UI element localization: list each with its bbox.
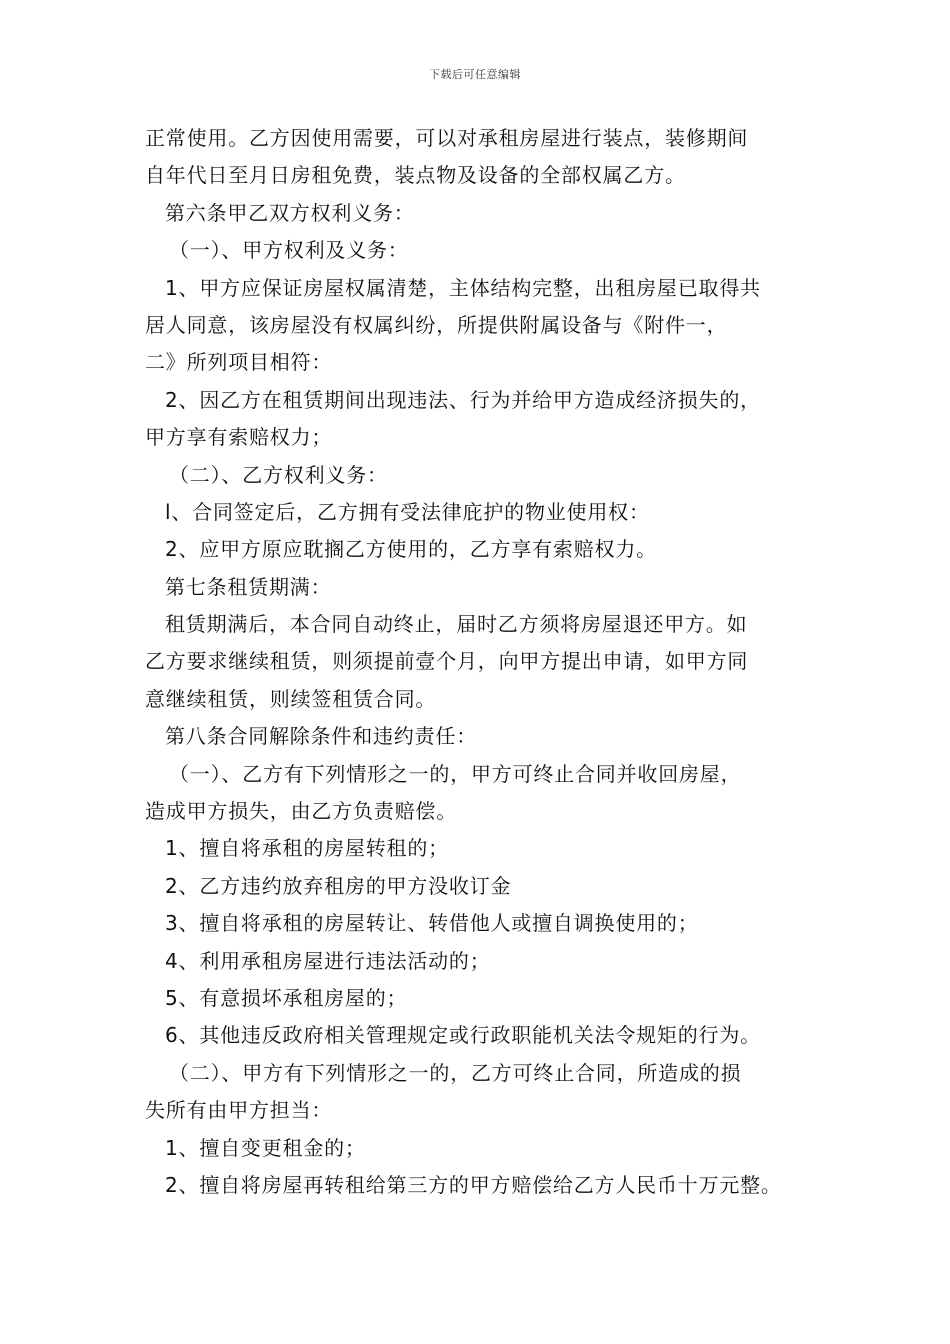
document-body [145,120,825,1204]
body-line: 造成甲方损失，由乙方负责赔偿。 [145,799,457,824]
clause-item: 1、甲方应保证房屋权属清楚，主体结构完整，出租房屋已取得共 [165,275,761,300]
section-heading: （一）、甲方权利及义务： [169,238,409,263]
clause-item: 2、因乙方在租赁期间出现违法、行为并给甲方造成经济损失的， [165,387,761,412]
clause-item: 1、擅自变更租金的； [165,1135,366,1160]
body-line: 租赁期满后，本合同自动终止，届时乙方须将房屋退还甲方。如 [165,612,748,637]
section-heading: （一）、乙方有下列情形之一的，甲方可终止合同并收回房屋， [169,761,742,786]
clause-item: 6、其他违反政府相关管理规定或行政职能机关法令规矩的行为。 [165,1023,761,1048]
article-heading: 第六条甲乙双方权利义务： [165,200,415,225]
clause-item: 2、应甲方原应耽搁乙方使用的，乙方享有索赔权力。 [165,537,657,562]
body-line: 正常使用。乙方因使用需要，可以对承租房屋进行装点，装修期间 [145,126,749,150]
clause-item: 5、有意损坏承租房屋的； [165,985,408,1010]
article-heading: 第七条租赁期满： [165,574,332,599]
clause-item: 2、乙方违约放弃租房的甲方没收订金 [165,873,512,898]
body-line: 乙方要求继续租赁，则须提前壹个月，向甲方提出申请，如甲方同 [145,649,749,674]
clause-item: 2、擅自将房屋再转租给第三方的甲方赔偿给乙方人民币十万元整。 [165,1172,782,1197]
body-line: 失所有由甲方担当： [145,1098,333,1123]
clause-item: 1、擅自将承租的房屋转租的； [165,836,449,861]
body-line: 意继续租赁，则续签租赁合同。 [145,686,437,711]
clause-item: l、合同签定后，乙方拥有受法律庇护的物业使用权： [165,499,650,524]
body-line: 自年代日至月日房租免费，装点物及设备的全部权属乙方。 [145,163,686,188]
page-header-note: 下载后可任意编辑 [429,68,521,81]
article-heading: 第八条合同解除条件和违约责任： [165,724,477,749]
section-heading: （二）、甲方有下列情形之一的，乙方可终止合同，所造成的损 [169,1060,742,1085]
clause-item: 4、利用承租房屋进行违法活动的； [165,948,491,973]
clause-item: 3、擅自将承租的房屋转让、转借他人或擅自调换使用的； [165,911,699,936]
body-line: 居人同意，该房屋没有权属纠纷，所提供附属设备与《附件一， [145,312,728,337]
body-line: 二》所列项目相符： [145,350,333,375]
body-line: 甲方享有索赔权力； [145,425,333,450]
section-heading: （二）、乙方权利义务： [169,462,388,487]
